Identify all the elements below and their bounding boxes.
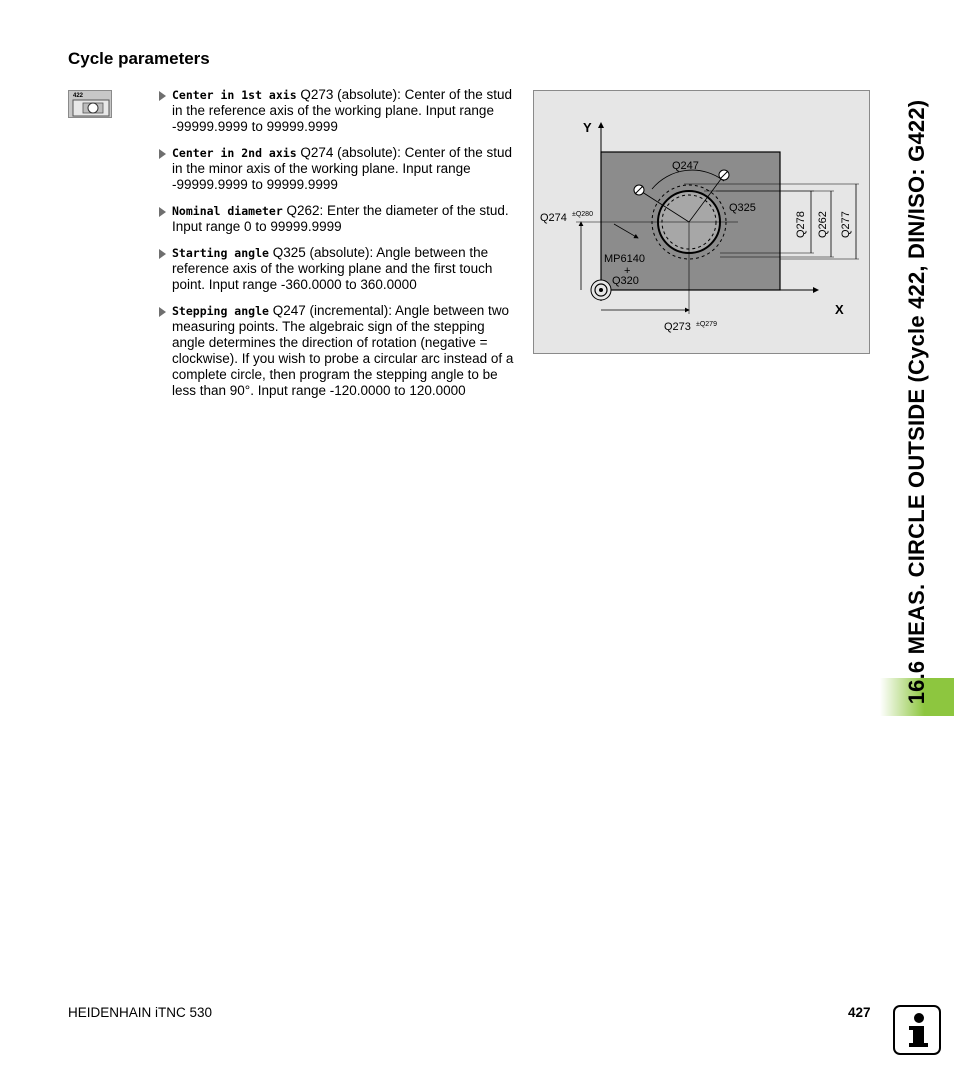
- label-plus: +: [624, 265, 631, 277]
- param-name: Center in 1st axis: [172, 88, 297, 102]
- param-description: Q247 (incremental): Angle between two measuring points. The algebraic sign of the stepping angle determines the direction of rotation (negative = clockwise). If you wish to probe a circular arc instead of a complete circle, then program the stepping angle to be less than 90°. Input range -120.0000 to 120.0000: [172, 303, 514, 398]
- bullet-arrow-icon: [159, 207, 166, 217]
- label-q277: Q277: [840, 211, 852, 238]
- param-center-2nd-axis: [158, 145, 514, 193]
- label-mp6140: MP6140: [604, 253, 645, 265]
- param-name: Nominal diameter: [172, 204, 283, 218]
- axis-label-y: Y: [583, 120, 592, 135]
- param-name: Starting angle: [172, 246, 269, 260]
- softkey-number: 422: [73, 93, 84, 99]
- info-icon[interactable]: [893, 1005, 941, 1055]
- bullet-arrow-icon: [159, 149, 166, 159]
- param-starting-angle: [158, 245, 514, 293]
- param-description: Q262: Enter the diameter of the stud. Input range 0 to 99999.9999: [172, 203, 509, 234]
- label-q320: Q320: [612, 275, 639, 287]
- side-title-text: 16.6 MEAS. CIRCLE OUTSIDE (Cycle 422, DIN/ISO: G422): [904, 99, 929, 705]
- bullet-arrow-icon: [159, 307, 166, 317]
- param-description: Q274 (absolute): Center of the stud in the minor axis of the working plane. Input range -99999.9999 to 99999.9999: [172, 145, 512, 192]
- cycle-diagram: [533, 90, 870, 354]
- param-name: Stepping angle: [172, 304, 269, 318]
- label-q325: Q325: [729, 202, 756, 214]
- label-q273: Q273: [664, 321, 691, 333]
- param-description: Q273 (absolute): Center of the stud in the reference axis of the working plane. Input range -99999.9999 to 99999.9999: [172, 87, 512, 134]
- bullet-arrow-icon: [159, 249, 166, 259]
- bullet-arrow-icon: [159, 91, 166, 101]
- param-nominal-diameter: [158, 203, 514, 235]
- param-stepping-angle: [158, 303, 514, 399]
- label-q280: ±Q280: [572, 211, 593, 218]
- label-q279: ±Q279: [696, 321, 717, 328]
- diagram-svg: [534, 91, 871, 355]
- section-heading: Cycle parameters: [68, 49, 210, 68]
- label-q247: Q247: [672, 160, 699, 172]
- label-q262: Q262: [817, 211, 829, 238]
- param-center-1st-axis: [158, 87, 514, 135]
- parameter-list: [158, 87, 514, 409]
- param-description: Q325 (absolute): Angle between the reference axis of the working plane and the first touch point. Input range -360.0000 to 360.0000: [172, 245, 493, 292]
- stud-circle-icon: [69, 91, 113, 119]
- label-q278: Q278: [795, 211, 807, 238]
- footer-manual-name: HEIDENHAIN iTNC 530: [68, 1005, 213, 1020]
- axis-label-x: X: [835, 302, 844, 317]
- param-name: Center in 2nd axis: [172, 146, 297, 160]
- label-q274: Q274: [540, 212, 567, 224]
- page-number: 427: [848, 1005, 871, 1020]
- cycle-softkey: [68, 90, 112, 118]
